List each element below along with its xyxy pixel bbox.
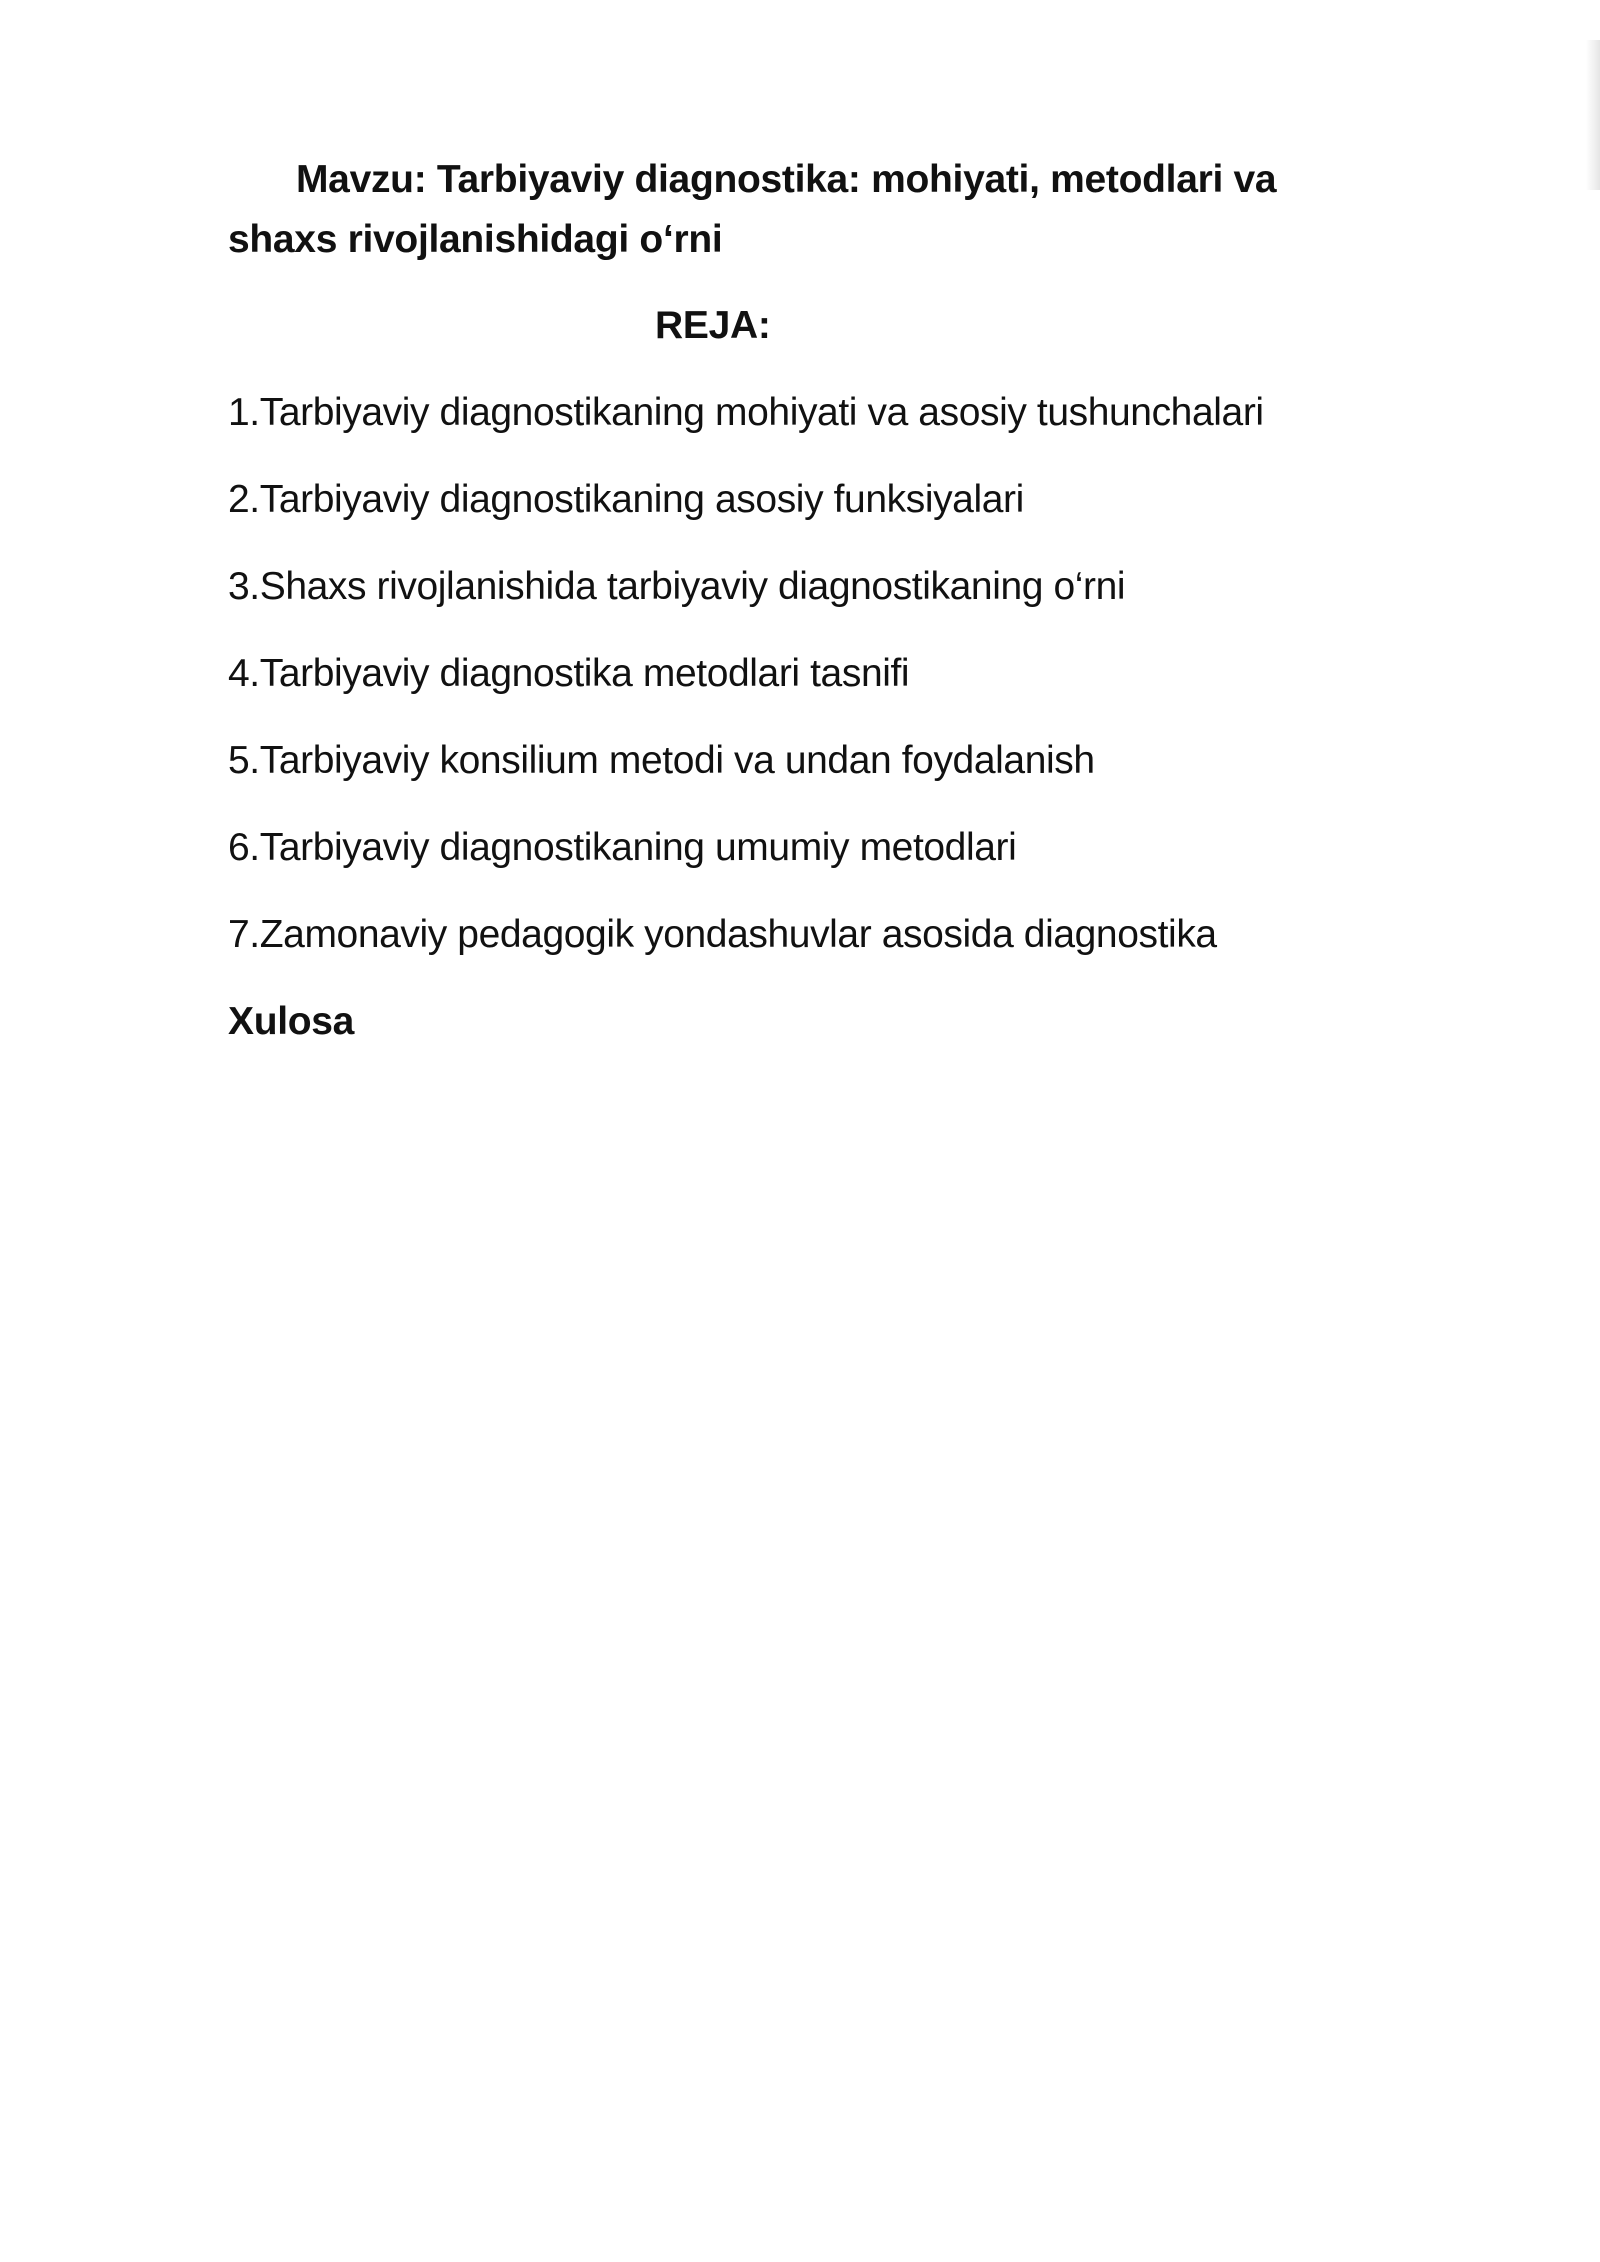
plan-item: 5.Tarbiyaviy konsilium metodi va undan foydalanish — [228, 739, 1095, 782]
plan-heading: REJA: — [655, 304, 771, 347]
document-content — [228, 150, 1388, 1052]
plan-item: 3.Shaxs rivojlanishida tarbiyaviy diagnostikaning o‘rni — [228, 565, 1126, 608]
plan-item: 7.Zamonaviy pedagogik yondashuvlar asosida diagnostika — [228, 913, 1217, 956]
page-edge-shadow — [1586, 40, 1600, 190]
plan-item: 4.Tarbiyaviy diagnostika metodlari tasnifi — [228, 652, 910, 695]
plan-item: 2.Tarbiyaviy diagnostikaning asosiy funksiyalari — [228, 478, 1024, 521]
conclusion-heading: Xulosa — [228, 1000, 355, 1043]
plan-item: 1.Tarbiyaviy diagnostikaning mohiyati va asosiy tushunchalari — [228, 391, 1264, 434]
plan-item: 6.Tarbiyaviy diagnostikaning umumiy metodlari — [228, 826, 1017, 869]
document-title: Mavzu: Tarbiyaviy diagnostika: mohiyati, metodlari va shaxs rivojlanishidagi o‘rni — [228, 158, 1277, 261]
plan-list — [228, 383, 1388, 965]
